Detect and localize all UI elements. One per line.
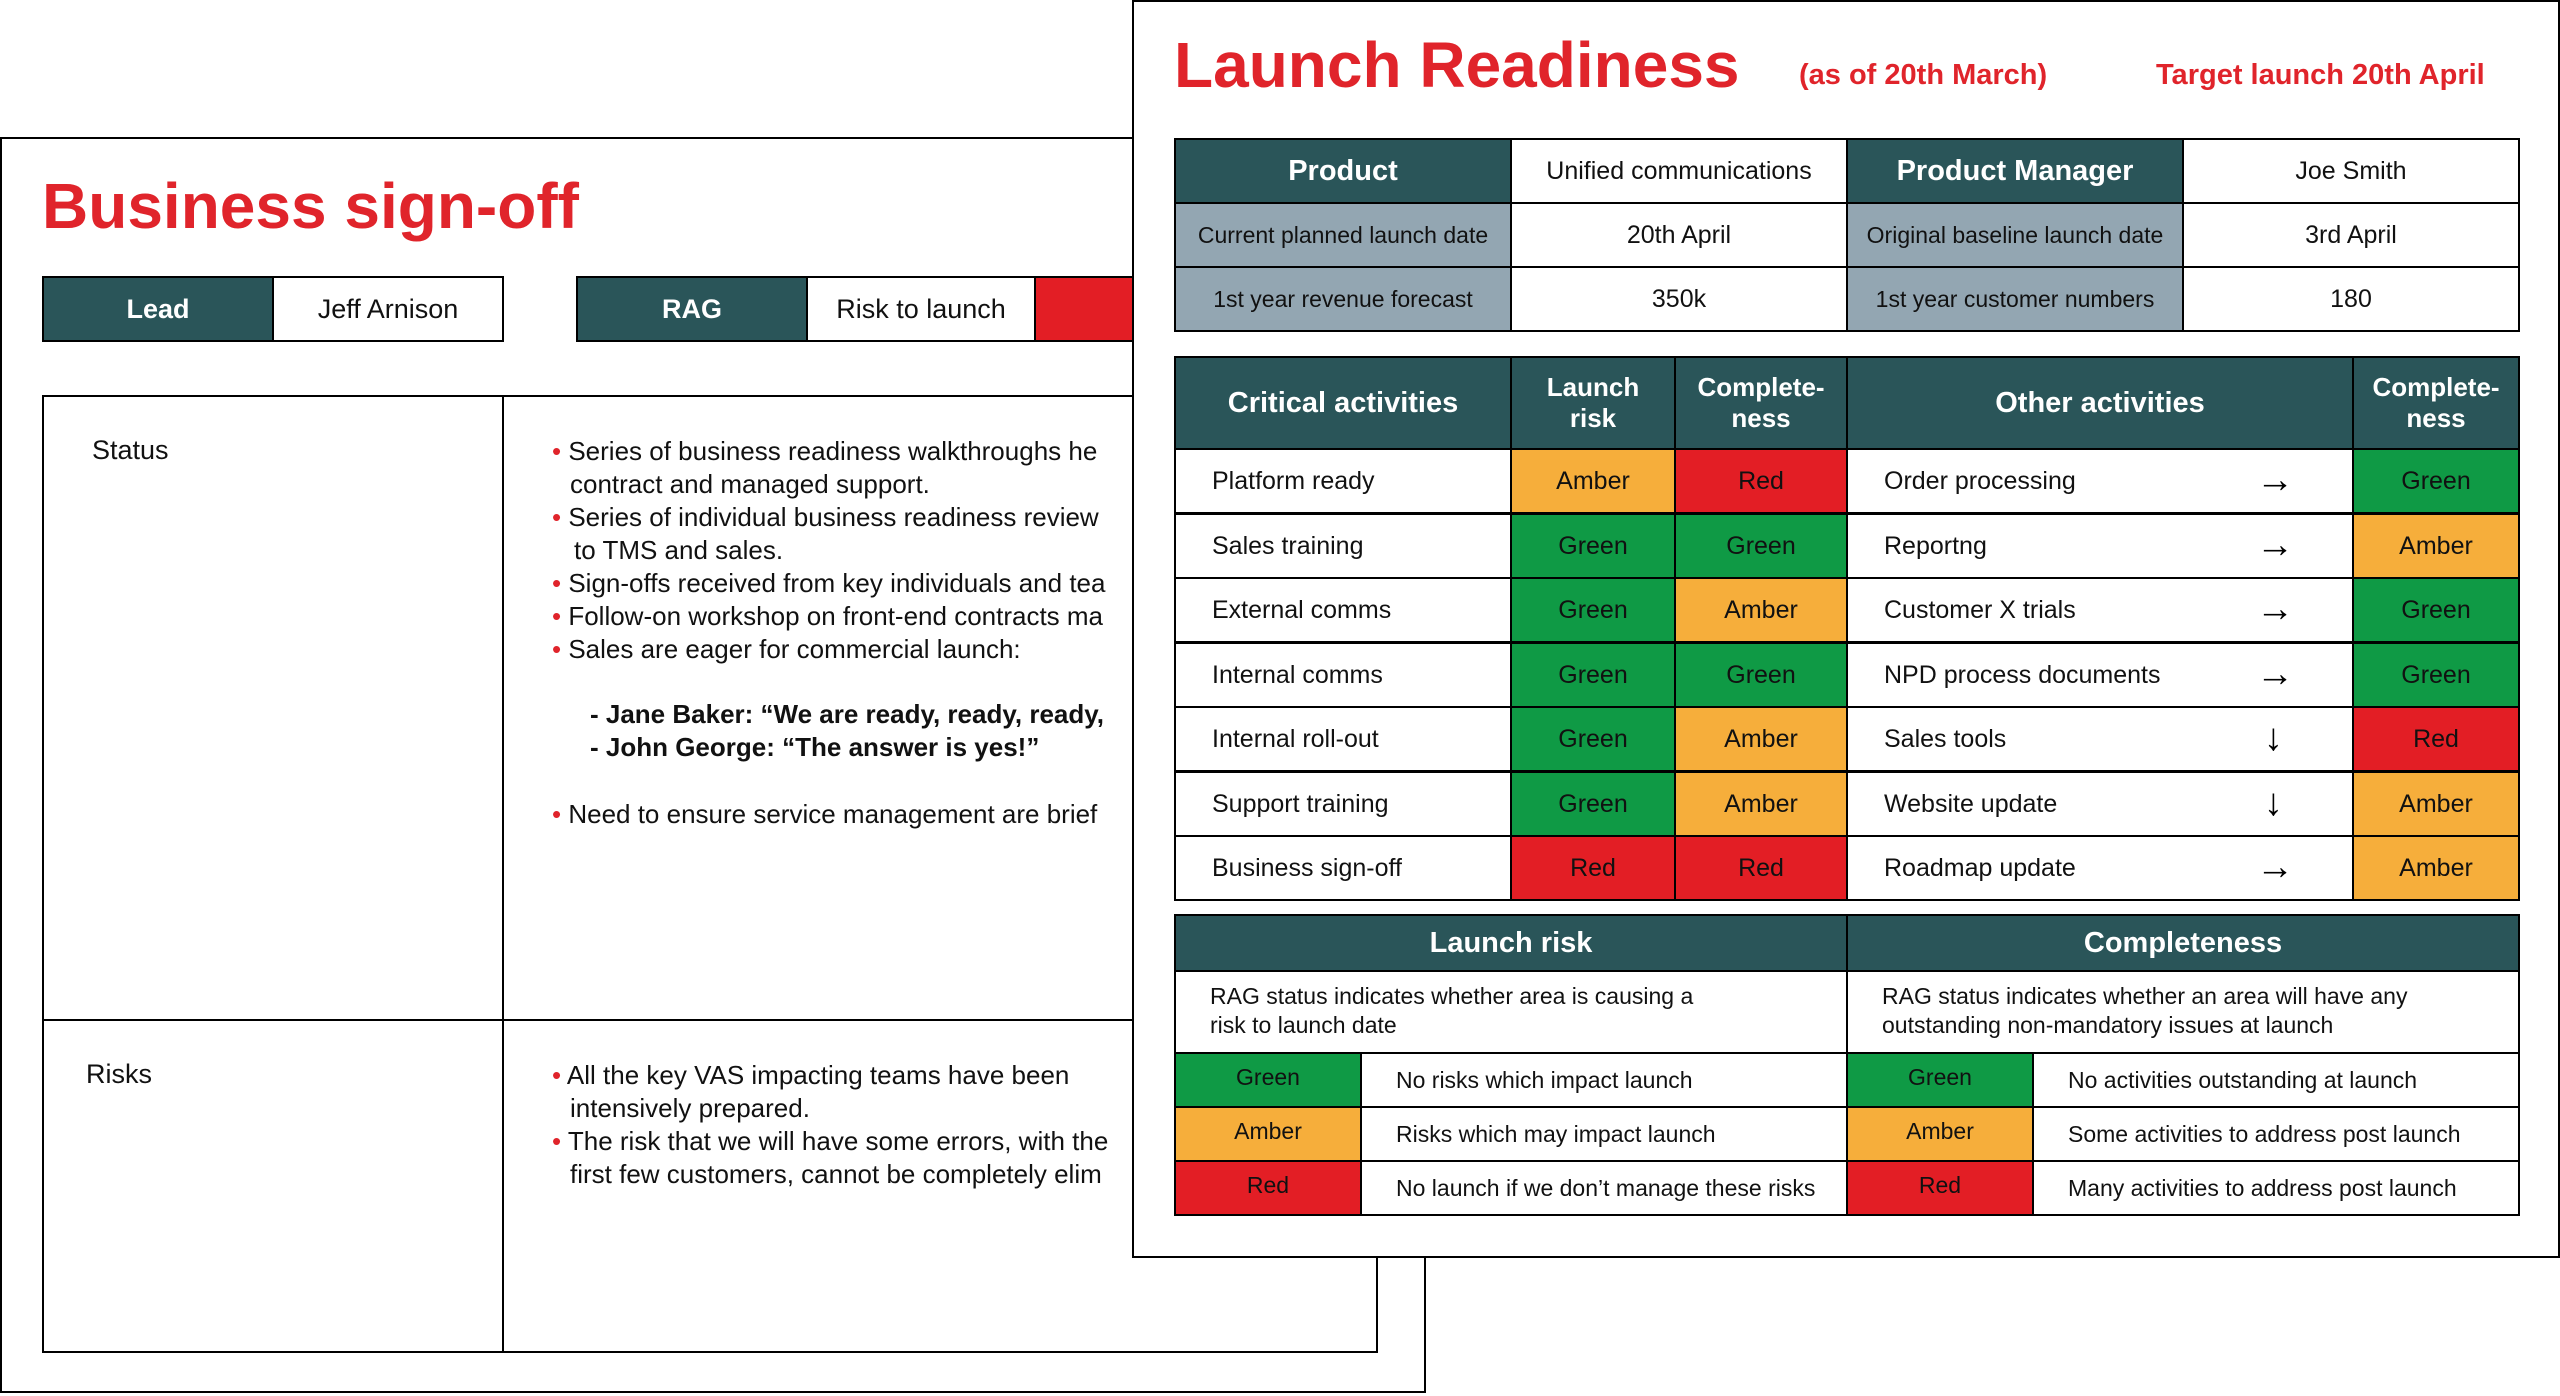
- other-completeness-status: Amber: [2352, 513, 2520, 579]
- critical-activity-name: Support training: [1174, 771, 1512, 837]
- as-of-date: (as of 20th March): [1799, 59, 2048, 91]
- other-activity-name: Customer X trials: [1846, 577, 2354, 643]
- other-completeness-status: Red: [2352, 706, 2520, 772]
- status-label: Status: [92, 435, 169, 465]
- revenue-forecast-label: 1st year revenue forecast: [1174, 266, 1512, 332]
- rag-value: Risk to launch: [806, 276, 1036, 342]
- legend-completeness-status-swatch: Amber: [1846, 1106, 2034, 1162]
- other-activity-name: Website update: [1846, 771, 2354, 837]
- legend-launch-risk-title: Launch risk: [1174, 914, 1848, 972]
- legend-completeness-status-swatch: Red: [1846, 1160, 2034, 1216]
- arrow-right-icon: →: [2256, 588, 2294, 630]
- risk-bullet-cont: intensively prepared.: [570, 1093, 810, 1123]
- completeness-status: Amber: [1674, 771, 1848, 837]
- divider: [502, 397, 504, 1351]
- risk-bullet: • All the key VAS impacting teams have been: [552, 1060, 1070, 1090]
- product-label: Product: [1174, 138, 1512, 204]
- lead-value: Jeff Arnison: [272, 276, 504, 342]
- completeness-status: Amber: [1674, 706, 1848, 772]
- other-completeness-status: Amber: [2352, 835, 2520, 901]
- legend-completeness-status-description: No activities outstanding at launch: [2032, 1052, 2520, 1108]
- critical-activity-name: Business sign-off: [1174, 835, 1512, 901]
- legend-risk-status-swatch: Red: [1174, 1160, 1362, 1216]
- status-bullet-cont: contract and managed support.: [570, 469, 930, 499]
- other-activities-header: Other activities: [1846, 356, 2354, 450]
- legend-completeness-status-description: Many activities to address post launch: [2032, 1160, 2520, 1216]
- risks-label: Risks: [86, 1059, 152, 1089]
- other-completeness-status: Green: [2352, 448, 2520, 514]
- risk-bullet: • The risk that we will have some errors, with the: [552, 1126, 1109, 1156]
- status-bullet: • Sales are eager for commercial launch:: [552, 634, 1021, 664]
- status-bullet: • Series of individual business readiness review: [552, 502, 1099, 532]
- launch-risk-status: Green: [1510, 513, 1676, 579]
- other-activity-name: Order processing: [1846, 448, 2354, 514]
- other-activity-name: Roadmap update: [1846, 835, 2354, 901]
- baseline-launch-value: 3rd April: [2182, 202, 2520, 268]
- status-bullet: • Follow-on workshop on front-end contracts ma: [552, 601, 1104, 631]
- launch-risk-header: Launch risk: [1510, 356, 1676, 450]
- arrow-down-icon: ↓: [2264, 717, 2283, 759]
- baseline-launch-label: Original baseline launch date: [1846, 202, 2184, 268]
- critical-activity-name: Sales training: [1174, 513, 1512, 579]
- critical-activity-name: Internal comms: [1174, 642, 1512, 708]
- legend-risk-status-description: No risks which impact launch: [1360, 1052, 1848, 1108]
- launch-readiness-slide: [1132, 0, 2560, 1258]
- arrow-right-icon: →: [2256, 459, 2294, 501]
- launch-readiness-title: Launch Readiness: [1174, 29, 1740, 101]
- legend-completeness-desc: outstanding non-mandatory issues at launch: [1882, 1012, 2334, 1038]
- other-completeness-status: Green: [2352, 642, 2520, 708]
- completeness-status: Red: [1674, 835, 1848, 901]
- revenue-forecast-value: 350k: [1510, 266, 1848, 332]
- legend-launch-risk-desc: risk to launch date: [1210, 1012, 1397, 1038]
- customer-numbers-value: 180: [2182, 266, 2520, 332]
- launch-risk-status: Green: [1510, 771, 1676, 837]
- legend-risk-status-description: Risks which may impact launch: [1360, 1106, 1848, 1162]
- quote-john-george: - John George: “The answer is yes!”: [590, 732, 1040, 762]
- critical-activity-name: Internal roll-out: [1174, 706, 1512, 772]
- status-bullet: • Sign-offs received from key individuals and tea: [552, 568, 1106, 598]
- critical-activity-name: Platform ready: [1174, 448, 1512, 514]
- legend-completeness-status-description: Some activities to address post launch: [2032, 1106, 2520, 1162]
- other-completeness-status: Green: [2352, 577, 2520, 643]
- risk-bullet-cont: first few customers, cannot be completely elim: [570, 1159, 1102, 1189]
- customer-numbers-label: 1st year customer numbers: [1846, 266, 2184, 332]
- arrow-down-icon: ↓: [2264, 782, 2283, 824]
- product-manager-label: Product Manager: [1846, 138, 2184, 204]
- planned-launch-value: 20th April: [1510, 202, 1848, 268]
- completeness-status: Red: [1674, 448, 1848, 514]
- rag-label: RAG: [576, 276, 808, 342]
- legend-risk-status-description: No launch if we don’t manage these risks: [1360, 1160, 1848, 1216]
- launch-risk-status: Green: [1510, 577, 1676, 643]
- legend-risk-status-swatch: Green: [1174, 1052, 1362, 1108]
- lead-label: Lead: [42, 276, 274, 342]
- product-manager-value: Joe Smith: [2182, 138, 2520, 204]
- product-value: Unified communications: [1510, 138, 1848, 204]
- launch-risk-status: Green: [1510, 642, 1676, 708]
- planned-launch-label: Current planned launch date: [1174, 202, 1512, 268]
- launch-risk-status: Green: [1510, 706, 1676, 772]
- other-activity-name: Reportng: [1846, 513, 2354, 579]
- completeness-header: Complete- ness: [1674, 356, 1848, 450]
- legend-completeness-status-swatch: Green: [1846, 1052, 2034, 1108]
- critical-activity-name: External comms: [1174, 577, 1512, 643]
- status-bullet: • Series of business readiness walkthroughs he: [552, 436, 1098, 466]
- legend-launch-risk-desc: RAG status indicates whether area is causing a: [1210, 983, 1694, 1009]
- launch-risk-status: Amber: [1510, 448, 1676, 514]
- other-completeness-status: Amber: [2352, 771, 2520, 837]
- other-activity-name: NPD process documents: [1846, 642, 2354, 708]
- status-bullet-cont: to TMS and sales.: [574, 535, 784, 565]
- status-bullet: • Need to ensure service management are brief: [552, 799, 1098, 829]
- legend-risk-status-swatch: Amber: [1174, 1106, 1362, 1162]
- arrow-right-icon: →: [2256, 846, 2294, 888]
- quote-jane-baker: - Jane Baker: “We are ready, ready, ready,: [590, 699, 1105, 729]
- arrow-right-icon: →: [2256, 524, 2294, 566]
- other-activity-name: Sales tools: [1846, 706, 2354, 772]
- launch-risk-status: Red: [1510, 835, 1676, 901]
- legend-completeness-desc: RAG status indicates whether an area will have any: [1882, 983, 2408, 1009]
- arrow-right-icon: →: [2256, 653, 2294, 695]
- business-signoff-title: Business sign-off: [42, 170, 579, 242]
- critical-activities-header: Critical activities: [1174, 356, 1512, 450]
- legend-completeness-title: Completeness: [1846, 914, 2520, 972]
- other-completeness-header: Complete- ness: [2352, 356, 2520, 450]
- completeness-status: Green: [1674, 513, 1848, 579]
- completeness-status: Amber: [1674, 577, 1848, 643]
- completeness-status: Green: [1674, 642, 1848, 708]
- target-launch: Target launch 20th April: [2156, 59, 2485, 91]
